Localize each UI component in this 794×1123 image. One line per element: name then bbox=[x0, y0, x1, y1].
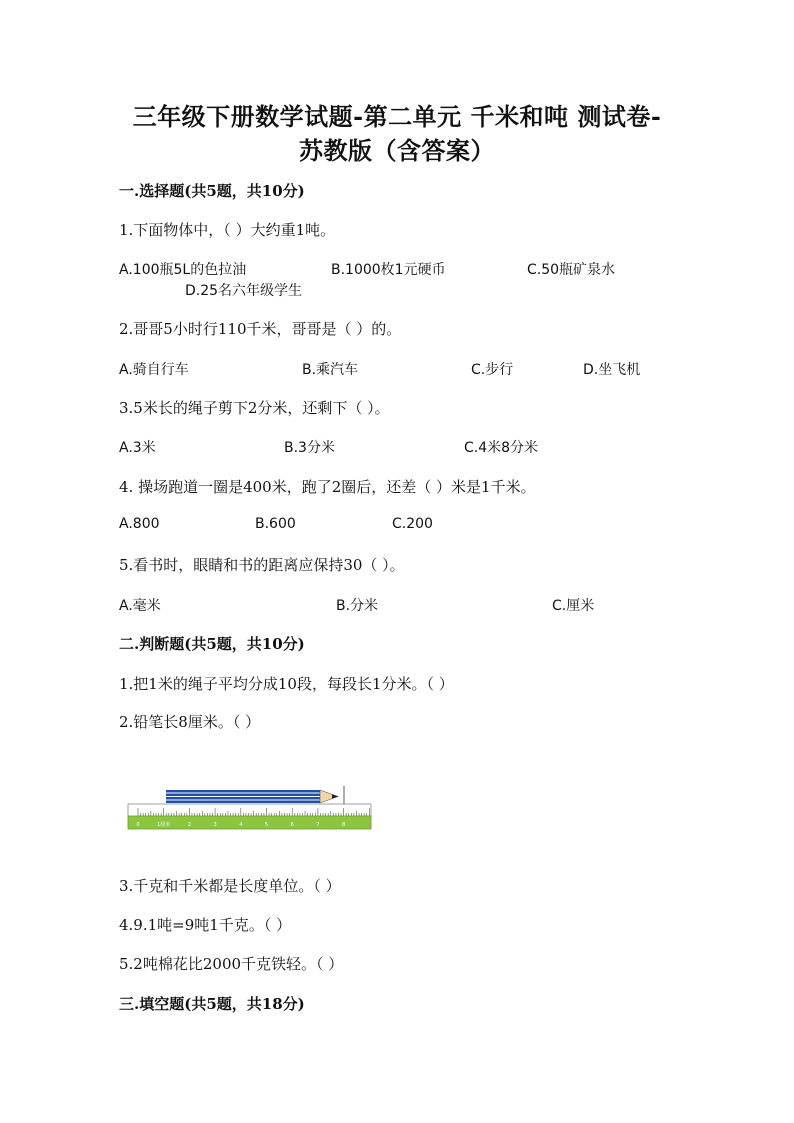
section-judge-heading: 二.判断题(共5题，共10分) bbox=[119, 635, 305, 653]
judge-question-4: 4.9.1吨=9吨1千克。（ ） bbox=[119, 916, 292, 934]
choice-q3-option-c: C.4米8分米 bbox=[464, 440, 539, 456]
judge-question-3: 3.千克和千米都是长度单位。（ ） bbox=[119, 877, 341, 895]
section-choice-heading: 一.选择题(共5题，共10分) bbox=[119, 182, 305, 200]
ruler-label: 0 bbox=[136, 822, 140, 828]
judge-question-1: 1.把1米的绳子平均分成10段，每段长1分米。（ ） bbox=[119, 675, 454, 693]
choice-q2-option-a: A.骑自行车 bbox=[119, 362, 189, 378]
pencil-ruler-figure bbox=[127, 786, 373, 831]
ruler-label: 5 bbox=[264, 822, 269, 828]
ruler-label: 7 bbox=[316, 822, 320, 828]
choice-q1-option-a: A.100瓶5L的色拉油 bbox=[119, 262, 247, 278]
choice-q5-option-b: B.分米 bbox=[336, 598, 379, 614]
choice-q2-option-b: B.乘汽车 bbox=[302, 362, 359, 378]
choice-question-3: 3.5米长的绳子剪下2分米，还剩下（ ）。 bbox=[119, 399, 390, 417]
choice-q2-option-c: C.步行 bbox=[471, 362, 514, 378]
document-title-line2: 苏教版（含答案） bbox=[299, 136, 495, 165]
choice-question-5: 5.看书时，眼睛和书的距离应保持30（ ）。 bbox=[119, 556, 405, 574]
section-fill-heading: 三.填空题(共5题，共18分) bbox=[119, 995, 305, 1013]
choice-q1-option-d: D.25名六年级学生 bbox=[185, 283, 303, 299]
choice-q2-option-d: D.坐飞机 bbox=[583, 362, 641, 378]
ruler-label: 4 bbox=[239, 822, 243, 828]
choice-question-1: 1.下面物体中，（ ）大约重1吨。 bbox=[119, 221, 336, 239]
pencil-ruler-illustration bbox=[127, 786, 373, 831]
ruler-label: 3 bbox=[213, 822, 217, 828]
judge-question-2: 2.铅笔长8厘米。（ ） bbox=[119, 713, 261, 731]
ruler-label: 8 bbox=[342, 822, 346, 828]
choice-q4-option-c: C.200 bbox=[392, 516, 433, 532]
ruler-label: 6 bbox=[290, 822, 294, 828]
ruler-image bbox=[128, 804, 371, 829]
choice-q3-option-a: A.3米 bbox=[119, 440, 156, 456]
judge-question-5: 5.2吨棉花比2000千克铁轻。（ ） bbox=[119, 955, 344, 973]
choice-q1-option-c: C.50瓶矿泉水 bbox=[527, 262, 616, 278]
ruler-label: 1厘米 bbox=[157, 822, 171, 828]
choice-q5-option-c: C.厘米 bbox=[552, 598, 595, 614]
choice-q5-option-a: A.毫米 bbox=[119, 598, 161, 614]
choice-question-4: 4. 操场跑道一圈是400米，跑了2圈后，还差（ ）米是1千米。 bbox=[119, 478, 536, 496]
choice-q4-option-a: A.800 bbox=[119, 516, 160, 532]
choice-q3-option-b: B.3分米 bbox=[284, 440, 335, 456]
choice-q4-option-b: B.600 bbox=[255, 516, 296, 532]
document-title-line1: 三年级下册数学试题-第二单元 千米和吨 测试卷- bbox=[132, 102, 662, 131]
ruler-label: 2 bbox=[187, 822, 191, 828]
choice-question-2: 2.哥哥5小时行110千米，哥哥是（ ）的。 bbox=[119, 320, 402, 338]
choice-q1-option-b: B.1000枚1元硬币 bbox=[331, 262, 446, 278]
